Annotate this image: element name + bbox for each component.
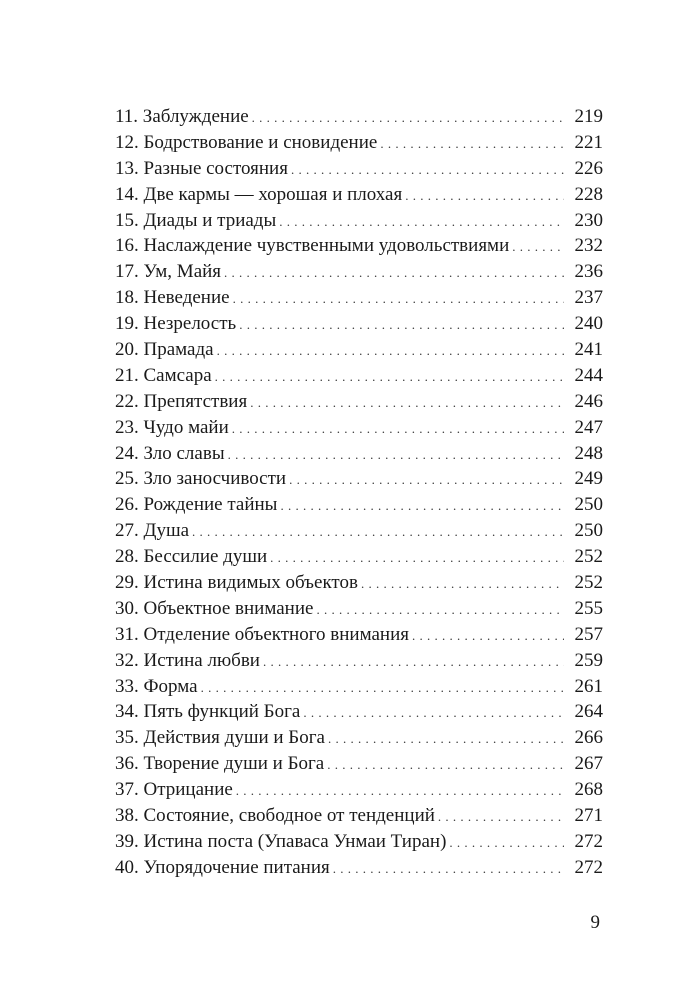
dot-leader	[316, 597, 564, 623]
toc-entry-page: 255	[574, 597, 603, 619]
toc-entry	[115, 674, 603, 700]
toc-entry	[115, 544, 603, 570]
dot-leader	[224, 260, 564, 286]
dot-leader	[289, 467, 564, 493]
toc-entry	[115, 363, 603, 389]
toc-entry-page: 261	[574, 675, 603, 697]
toc-entry-page: 268	[574, 779, 603, 801]
toc-entry-title: 18. Неведение	[115, 287, 230, 309]
toc-entry	[115, 104, 603, 130]
toc-entry-page: 266	[574, 727, 603, 749]
dot-leader	[280, 493, 564, 519]
dot-leader	[405, 183, 564, 209]
toc-entry-title: 38. Состояние, свободное от тенденций	[115, 805, 435, 827]
toc-entry	[115, 648, 603, 674]
dot-leader	[228, 442, 564, 468]
dot-leader	[327, 752, 564, 778]
toc-entry-title: 13. Разные состояния	[115, 157, 288, 179]
toc-entry	[115, 751, 603, 777]
toc-entry-title: 27. Душа	[115, 520, 190, 542]
dot-leader	[328, 726, 564, 752]
toc-entry-title: 39. Истина поста (Упаваса Унмаи Тиран)	[115, 830, 447, 852]
toc-entry	[115, 259, 603, 285]
toc-entry-page: 272	[574, 856, 603, 878]
toc-entry-title: 34. Пять функций Бога	[115, 701, 301, 723]
page-number: 9	[590, 912, 600, 933]
toc-entry	[115, 156, 603, 182]
toc-entry-title: 31. Отделение объектного внимания	[115, 623, 409, 645]
toc-entry-title: 22. Препятствия	[115, 390, 248, 412]
toc-entry	[115, 622, 603, 648]
dot-leader	[239, 312, 564, 338]
toc-entry-title: 14. Две кармы — хорошая и плохая	[115, 183, 403, 205]
toc-entry-title: 29. Истина видимых объектов	[115, 572, 358, 594]
toc-entry-page: 249	[574, 468, 603, 490]
toc-entry-page: 247	[574, 416, 603, 438]
toc-entry-title: 19. Незрелость	[115, 313, 237, 335]
toc-entry	[115, 829, 603, 855]
toc-entry-title: 16. Наслаждение чувственными удовольствиями	[115, 235, 510, 257]
dot-leader	[291, 157, 564, 183]
toc-entry-title: 25. Зло заносчивости	[115, 468, 287, 490]
toc-entry-title: 24. Зло славы	[115, 442, 225, 464]
dot-leader	[250, 390, 564, 416]
toc-entry-page: 244	[574, 364, 603, 386]
toc-entry	[115, 415, 603, 441]
dot-leader	[233, 286, 564, 312]
dot-leader	[333, 856, 564, 882]
toc-entry	[115, 492, 603, 518]
toc-entry	[115, 311, 603, 337]
toc-entry-page: 250	[574, 520, 603, 542]
dot-leader	[270, 545, 564, 571]
dot-leader	[217, 338, 564, 364]
toc-entry-title: 40. Упорядочение питания	[115, 856, 330, 878]
toc-entry	[115, 725, 603, 751]
toc-entry-page: 257	[574, 623, 603, 645]
toc-entry-page: 248	[574, 442, 603, 464]
toc-entry-page: 228	[574, 183, 603, 205]
toc-entry	[115, 130, 603, 156]
toc-entry	[115, 570, 603, 596]
toc-entry-page: 230	[574, 209, 603, 231]
toc-entry-page: 226	[574, 157, 603, 179]
toc-entry-page: 272	[574, 830, 603, 852]
toc-entry-title: 35. Действия души и Бога	[115, 727, 325, 749]
toc-entry-title: 15. Диады и триады	[115, 209, 277, 231]
toc-entry-title: 28. Бессилие души	[115, 546, 268, 568]
toc-entry	[115, 441, 603, 467]
toc-entry-page: 267	[574, 753, 603, 775]
toc-entry-title: 23. Чудо майи	[115, 416, 229, 438]
toc-entry	[115, 466, 603, 492]
toc-entry-title: 36. Творение души и Бога	[115, 753, 325, 775]
toc-entry-title: 33. Форма	[115, 675, 198, 697]
dot-leader	[438, 804, 564, 830]
toc-entry-page: 236	[574, 261, 603, 283]
toc-entry-page: 241	[574, 339, 603, 361]
toc-entry-page: 246	[574, 390, 603, 412]
toc-entry	[115, 389, 603, 415]
dot-leader	[303, 700, 564, 726]
toc-entry-page: 250	[574, 494, 603, 516]
dot-leader	[361, 571, 564, 597]
dot-leader	[380, 131, 564, 157]
toc-entry	[115, 182, 603, 208]
toc-entry	[115, 596, 603, 622]
dot-leader	[449, 830, 564, 856]
toc-entry-page: 271	[574, 805, 603, 827]
toc-entry-page: 252	[574, 546, 603, 568]
toc-entry-title: 12. Бодрствование и сновидение	[115, 131, 378, 153]
toc-entry	[115, 699, 603, 725]
toc-entry-title: 30. Объектное внимание	[115, 597, 314, 619]
toc-entry-page: 259	[574, 649, 603, 671]
toc-entry-title: 26. Рождение тайны	[115, 494, 278, 516]
dot-leader	[263, 649, 564, 675]
toc-entry-title: 37. Отрицание	[115, 779, 233, 801]
toc-entry-page: 252	[574, 572, 603, 594]
dot-leader	[279, 209, 564, 235]
table-of-contents	[115, 104, 603, 881]
dot-leader	[192, 519, 564, 545]
toc-entry	[115, 855, 603, 881]
toc-entry-page: 264	[574, 701, 603, 723]
toc-entry	[115, 233, 603, 259]
toc-entry-title: 20. Прамада	[115, 339, 214, 361]
toc-entry-page: 221	[574, 131, 603, 153]
toc-entry	[115, 208, 603, 234]
dot-leader	[236, 778, 564, 804]
toc-entry	[115, 777, 603, 803]
toc-entry-title: 11. Заблуждение	[115, 106, 249, 127]
dot-leader	[215, 364, 564, 390]
toc-entry-page: 232	[574, 235, 603, 257]
dot-leader	[232, 416, 564, 442]
dot-leader	[201, 675, 564, 701]
toc-entry-page: 240	[574, 313, 603, 335]
dot-leader	[412, 623, 564, 649]
toc-entry	[115, 285, 603, 311]
toc-entry-title: 32. Истина любви	[115, 649, 260, 671]
toc-entry	[115, 803, 603, 829]
toc-entry-page: 219	[574, 106, 603, 127]
toc-entry	[115, 518, 603, 544]
toc-entry-title: 17. Ум, Майя	[115, 261, 222, 283]
dot-leader	[512, 234, 564, 260]
toc-entry-page: 237	[574, 287, 603, 309]
toc-entry	[115, 337, 603, 363]
dot-leader	[252, 105, 564, 131]
toc-entry-title: 21. Самсара	[115, 364, 212, 386]
